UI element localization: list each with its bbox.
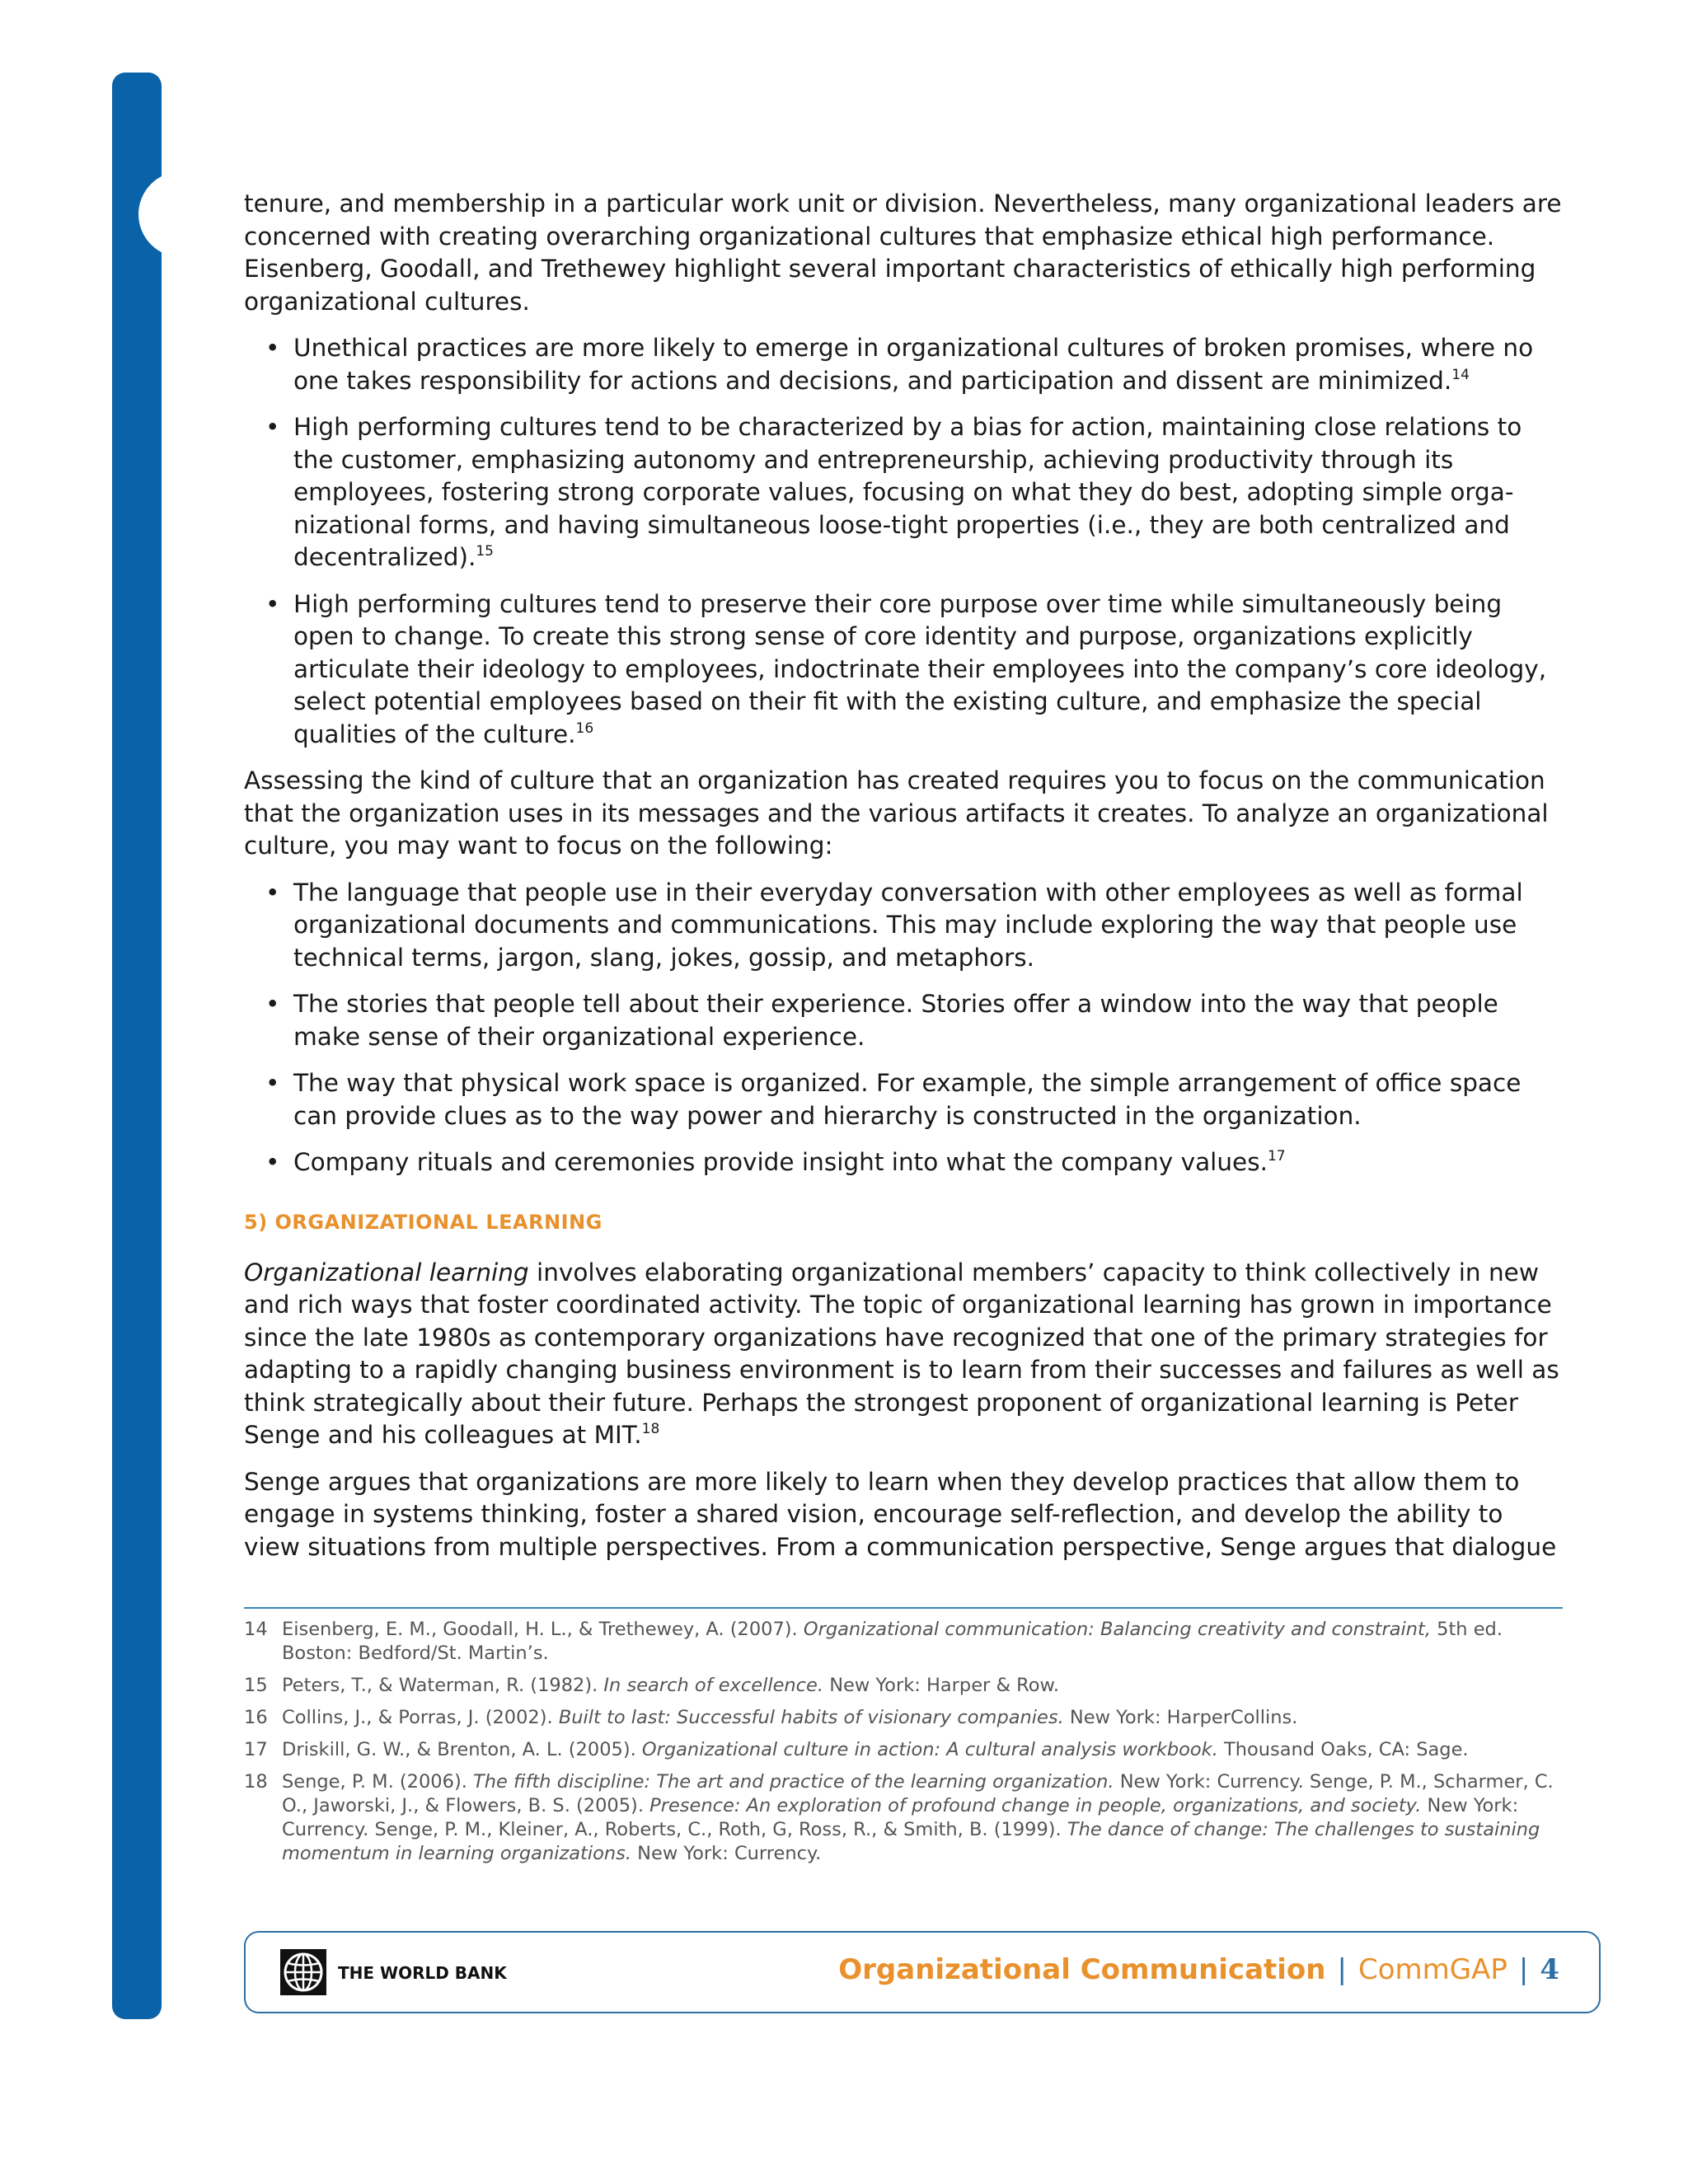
document-title: Organizational Communication (838, 1953, 1326, 1986)
footnote-text (282, 1674, 1563, 1698)
footnote-item (244, 1706, 1563, 1730)
footnote-text (282, 1618, 1563, 1666)
footnote-title: In search of excellence. (603, 1675, 824, 1696)
list-item: • The language that people use in their everyday conversation with other employees as well as formal organizational documents and communications. This may include exploring the way that people use technical terms, jargon, slang, jokes, gossip, and metaphors. (293, 877, 1563, 975)
footnote-ref[interactable]: 18 (641, 1421, 660, 1437)
footnote-number: 18 (244, 1771, 268, 1793)
list-item: • Unethical practices are more likely to emerge in organizational cultures of broken promises, where no one takes responsibility for actions and decisions, and participation and dissent are minimized.$^{14}$ (293, 332, 1563, 397)
learning-paragraph: Organizational learning involves elaborating organizational members’ capacity to think collectively in new and rich ways that foster coordinated activity. The topic of organizational learning has grown in importance since the late 1980s as contemporary organizations have recognized that one of the primary strategies for adapting to a rapidly changing business environment is to learn from their successes and failures as well as think strategically about their future. Perhaps the strongest proponent of organizational learning is Peter Senge and his colleagues at MIT.$^{18}$ (244, 1258, 1559, 1449)
footer-separator: | (1337, 1953, 1347, 1986)
footnote-number: 17 (244, 1739, 268, 1760)
list-item: • The stories that people tell about their experience. Stories offer a window into the way that people make sense of their organizational experience. (293, 988, 1563, 1053)
footnote-citation: New York: Harper & Row. (823, 1675, 1060, 1696)
footer-title (838, 1952, 1559, 1988)
footnote-item (244, 1674, 1563, 1698)
footnote-ref[interactable]: 15 (476, 543, 494, 560)
footnote-citation: 5th ed. Boston: Bedford/St. Martin’s. (282, 1619, 1503, 1664)
footnote-citation: Senge, P. M. (2006). (282, 1771, 474, 1793)
footnote-text (282, 1738, 1563, 1762)
footnote-text (282, 1770, 1563, 1866)
footnote-citation: New York: Currency. Senge, P. M., Kleiner, A., Roberts, C., Roth, G, Ross, R., & Smith, B. (1999). (282, 1795, 1519, 1840)
side-bar-decoration (112, 73, 162, 2019)
footnote-number: 14 (244, 1619, 268, 1640)
list-item: • High performing cultures tend to preserve their core purpose over time while simultaneously being open to change. To create this strong sense of core identity and purpose, organizations explicitly articulate their ideology to employees, indoctrinate their employees into the company’s core ideology, select potential employees based on their fit with the existing culture, and emphasize the special qualities of the culture.$^{16}$ (293, 588, 1563, 752)
footnote-citation: New York: Currency. Senge, P. M., Scharmer, C. O., Jaworski, J., & Flowers, B. S. (2005). (282, 1771, 1554, 1816)
footnote-ref[interactable]: 14 (1451, 366, 1470, 383)
footnote-item (244, 1618, 1563, 1666)
footnote-number: 16 (244, 1707, 268, 1728)
program-name: CommGAP (1357, 1953, 1507, 1986)
section-heading: 5) ORGANIZATIONAL LEARNING (244, 1210, 603, 1234)
footnote-citation: Thousand Oaks, CA: Sage. (1217, 1739, 1469, 1760)
ethics-bullet-list (244, 332, 1563, 751)
footnote-text (282, 1706, 1563, 1730)
assess-paragraph: Assessing the kind of culture that an organization has created requires you to focus on the communication that the organization uses in its messages and the various artifacts it creates. To analyze an organizational culture, you may want to focus on the following: (244, 766, 1549, 860)
side-bar-notch (138, 171, 224, 257)
list-item: • Company rituals and ceremonies provide insight into what the company values.$^{17}$ (293, 1146, 1563, 1179)
footnote-title: Organizational culture in action: A cultural analysis workbook. (641, 1739, 1218, 1760)
page-number: 4 (1540, 1953, 1559, 1986)
senge-paragraph: Senge argues that organizations are more likely to learn when they develop practices that allow them to engage in systems thinking, foster a shared vision, encourage self-reflection, and develop the ability to view situations from multiple perspectives. From a communication perspective, Senge argues that dialogue (244, 1467, 1557, 1561)
main-content (244, 188, 1563, 1577)
learning-term: Organizational learning (244, 1258, 529, 1286)
list-item: • The way that physical work space is organized. For example, the simple arrangement of office space can provide clues as to the way power and hierarchy is constructed in the organization. (293, 1067, 1563, 1132)
intro-paragraph: tenure, and membership in a particular work unit or division. Nevertheless, many organizational leaders are concerned with creating overarching organizational cultures that emphasize ethical high performance. Eisenberg, Goodall, and Trethewey highlight several important characteristics of ethically high performing organizational cultures. (244, 190, 1562, 316)
footnote-citation: New York: Currency. (631, 1843, 822, 1864)
footnote-title: The fifth discipline: The art and practice of the learning organization. (473, 1771, 1114, 1793)
footnote-citation: New York: HarperCollins. (1063, 1707, 1298, 1728)
footnote-title: Presence: An exploration of profound change in people, organizations, and society. (649, 1795, 1422, 1816)
footnote-item (244, 1738, 1563, 1762)
footnote-number: 15 (244, 1675, 268, 1696)
footnote-title: Built to last: Successful habits of visionary companies. (558, 1707, 1064, 1728)
footnote-ref[interactable]: 17 (1267, 1148, 1286, 1165)
world-bank-globe-icon (280, 1949, 326, 1995)
footnote-title: Organizational communication: Balancing creativity and constraint, (803, 1619, 1431, 1640)
footnote-title: The dance of change: The challenges to sustaining momentum in learning organizations. (282, 1819, 1540, 1864)
footnote-citation: Peters, T., & Waterman, R. (1982). (282, 1675, 604, 1696)
footnote-citation: Eisenberg, E. M., Goodall, H. L., & Trethewey, A. (2007). (282, 1619, 804, 1640)
footnote-divider (244, 1607, 1563, 1609)
list-item: • High performing cultures tend to be characterized by a bias for action, maintaining close relations to the customer, emphasizing autonomy and entrepreneurship, achieving productivity through its employees, fostering strong corporate values, focusing on what they do best, adopting simple organizational forms, and having simultaneous loose-tight properties (i.e., they are both centralized and decentralized).$^{15}$ (293, 411, 1563, 574)
culture-analysis-bullet-list (244, 877, 1563, 1179)
footnote-item (244, 1770, 1563, 1866)
footnote-ref[interactable]: 16 (575, 719, 594, 737)
footnotes (244, 1618, 1563, 1874)
footer-separator: | (1518, 1953, 1529, 1986)
world-bank-logo-text: THE WORLD BANK (338, 1963, 507, 1983)
footnote-citation: Driskill, G. W., & Brenton, A. L. (2005). (282, 1739, 642, 1760)
footnote-citation: Collins, J., & Porras, J. (2002). (282, 1707, 559, 1728)
